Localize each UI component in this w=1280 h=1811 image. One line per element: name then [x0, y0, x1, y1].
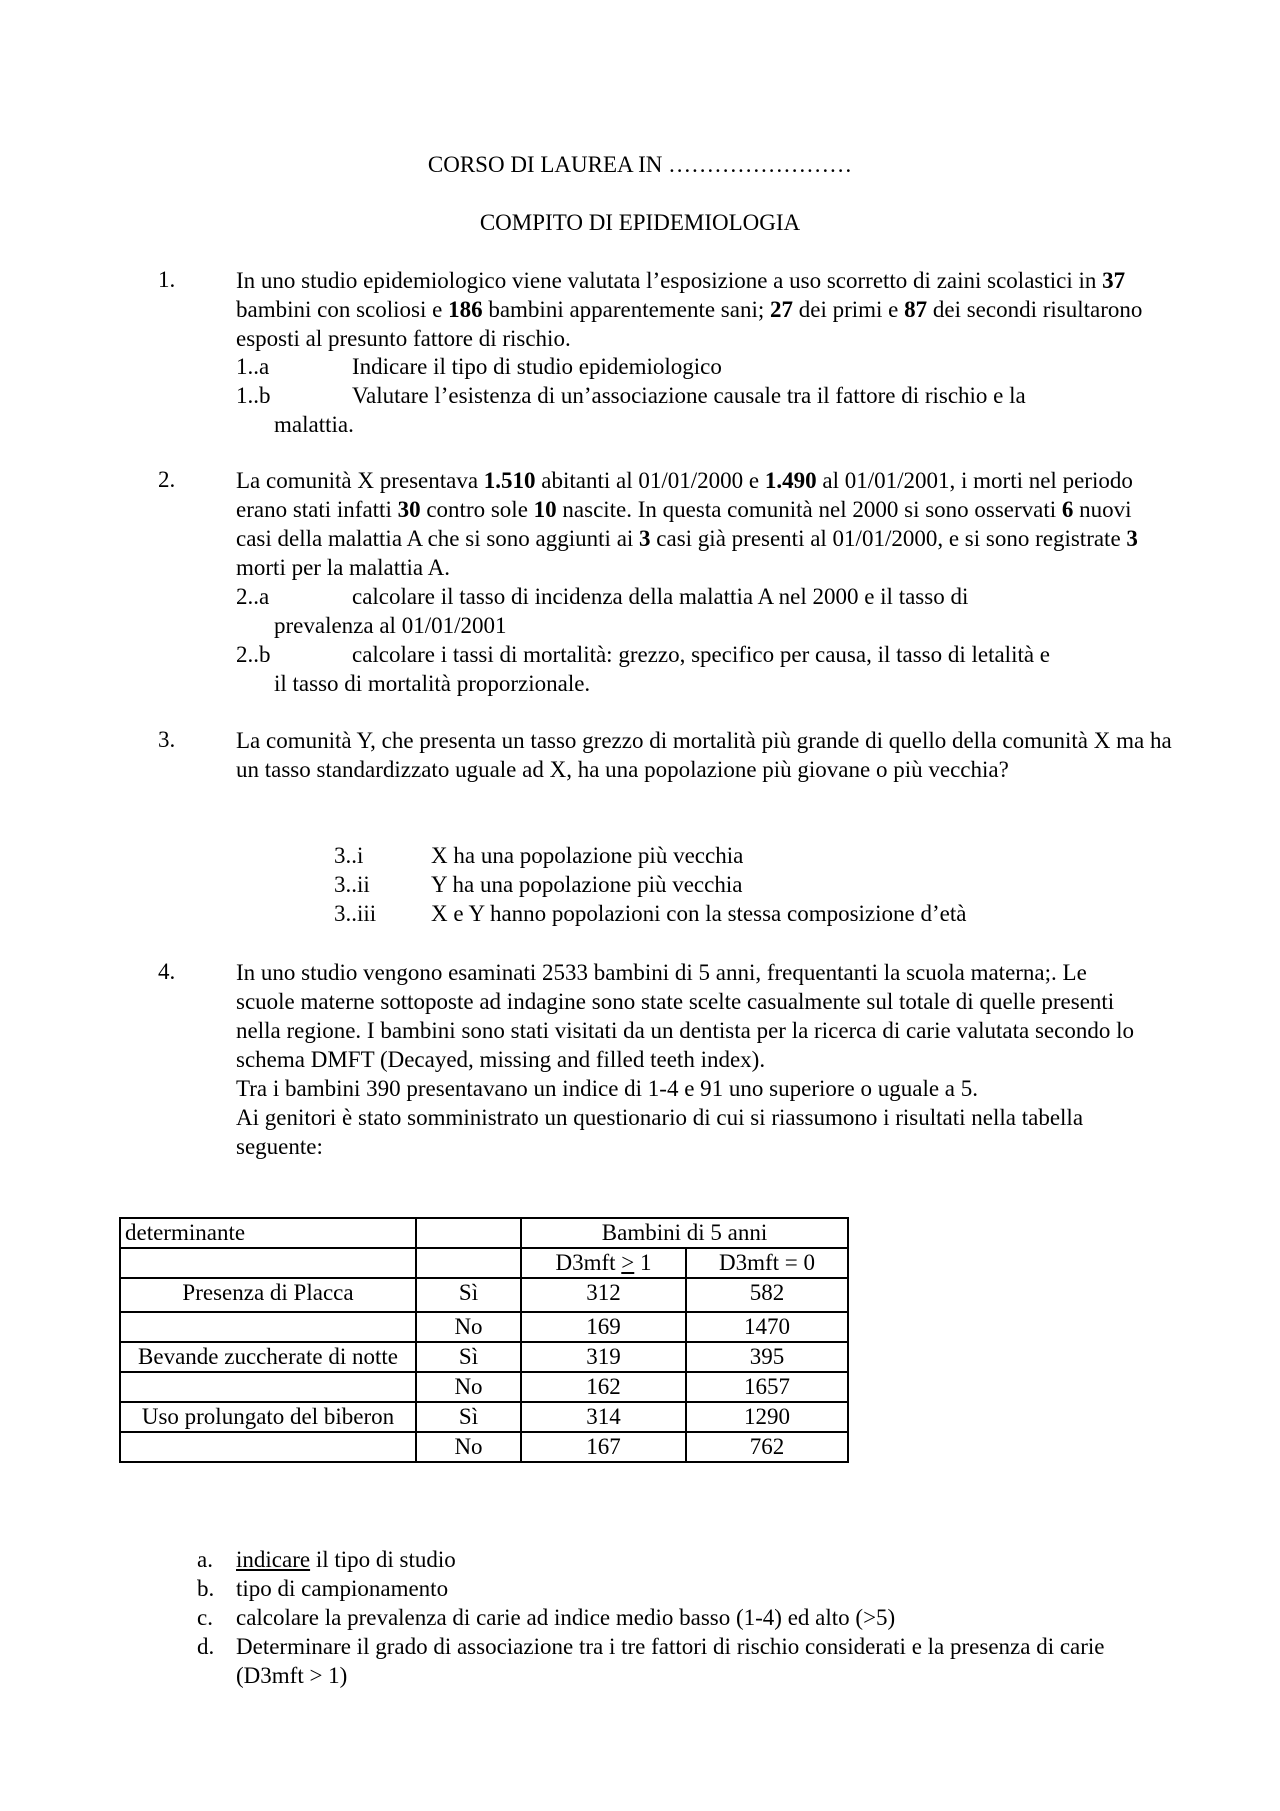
factor-cell: Uso prolungato del biberon	[120, 1402, 416, 1432]
level-cell: Sì	[416, 1402, 521, 1432]
level-cell: No	[416, 1312, 521, 1342]
table-row	[120, 1432, 848, 1462]
factor-cell	[120, 1312, 416, 1342]
question-4-paragraph-3: Ai genitori è stato somministrato un questionario di cui si riassumono i risultati nella tabella seguente:	[236, 1105, 1084, 1159]
subheader-empty-1	[120, 1248, 416, 1278]
level-cell: Sì	[416, 1342, 521, 1372]
results-table	[119, 1217, 849, 1463]
question-1b-continuation: malattia.	[274, 412, 354, 437]
value-cell: 1290	[686, 1402, 848, 1432]
header-empty	[416, 1218, 521, 1248]
header-group: Bambini di 5 anni	[521, 1218, 848, 1248]
option-3iii-text: X e Y hanno popolazioni con la stessa composizione d’età	[431, 901, 967, 926]
option-3ii-text: Y ha una popolazione più vecchia	[431, 872, 743, 897]
question-1a-text: Indicare il tipo di studio epidemiologico	[352, 354, 722, 379]
question-1b-label: 1..b	[236, 383, 271, 408]
option-3i-label: 3..i	[334, 843, 364, 868]
question-2a-text: calcolare il tasso di incidenza della malattia A nel 2000 e il tasso di	[352, 584, 969, 609]
level-cell: No	[416, 1432, 521, 1462]
option-3ii-label: 3..ii	[334, 872, 370, 897]
level-cell: Sì	[416, 1278, 521, 1312]
question-1b-text: Valutare l’esistenza di un’associazione causale tra il fattore di rischio e la	[352, 383, 1026, 408]
value-cell: 319	[521, 1342, 686, 1372]
question-4-text	[236, 958, 1136, 1161]
table-subheader-row	[120, 1248, 848, 1278]
question-2-text: La comunità X presentava 1.510 abitanti al 01/01/2000 e 1.490 al 01/01/2001, i morti nel periodo erano stati infatti 30 contro sole 10 nascite. In questa comunità nel 2000 si sono osservati 6 nuovi casi della malattia A che si sono aggiunti ai 3 casi già presenti al 01/01/2000, e si sono registrate 3 morti per la malattia A.	[236, 468, 1138, 580]
question-4-number: 4.	[158, 959, 176, 984]
option-3iii-label: 3..iii	[334, 901, 377, 926]
subheader-empty-2	[416, 1248, 521, 1278]
question-4-paragraph-2: Tra i bambini 390 presentavano un indice di 1-4 e 91 uno superiore o uguale a 5.	[236, 1076, 979, 1101]
question-2b-continuation: il tasso di mortalità proporzionale.	[274, 671, 591, 696]
value-cell: 312	[521, 1278, 686, 1312]
task-d-text: Determinare il grado di associazione tra i tre fattori di rischio considerati e la presenza di carie (D3mft > 1)	[236, 1634, 1105, 1688]
task-a-text: indicare il tipo di studio	[236, 1547, 456, 1572]
table-header-row	[120, 1218, 848, 1248]
question-3-number: 3.	[158, 727, 176, 752]
table-row	[120, 1312, 848, 1342]
table-row	[120, 1278, 848, 1312]
header-d3mft-ge-1: D3mft > 1	[521, 1248, 686, 1278]
task-c-label: c.	[197, 1605, 213, 1630]
table-row	[120, 1402, 848, 1432]
course-title: CORSO DI LAUREA IN ……………………	[427, 152, 853, 177]
task-a-label: a.	[197, 1547, 213, 1572]
task-b-text: tipo di campionamento	[236, 1576, 449, 1601]
question-2b-label: 2..b	[236, 642, 271, 667]
task-c-text: calcolare la prevalenza di carie ad indice medio basso (1-4) ed alto (>5)	[236, 1605, 896, 1630]
header-d3mft-0: D3mft = 0	[686, 1248, 848, 1278]
question-4-paragraph-1: In uno studio vengono esaminati 2533 bambini di 5 anni, frequentanti la scuola materna;. Le scuole materne sottoposte ad indagine sono state scelte casualmente sul totale di quelle presenti nella regione. I bambini sono stati visitati da un dentista per la ricerca di carie valutata secondo lo schema DMFT (Decayed, missing and filled teeth index).	[236, 960, 1134, 1072]
value-cell: 314	[521, 1402, 686, 1432]
question-1-number: 1.	[158, 267, 176, 292]
factor-cell: Presenza di Placca	[120, 1278, 416, 1312]
value-cell: 167	[521, 1432, 686, 1462]
value-cell: 169	[521, 1312, 686, 1342]
question-1a-label: 1..a	[236, 354, 270, 379]
factor-cell	[120, 1372, 416, 1402]
factor-cell: Bevande zuccherate di notte	[120, 1342, 416, 1372]
table-row	[120, 1372, 848, 1402]
level-cell: No	[416, 1372, 521, 1402]
value-cell: 762	[686, 1432, 848, 1462]
question-2-number: 2.	[158, 467, 176, 492]
task-b-label: b.	[197, 1576, 215, 1601]
value-cell: 162	[521, 1372, 686, 1402]
question-2a-label: 2..a	[236, 584, 270, 609]
question-2b-text: calcolare i tassi di mortalità: grezzo, specifico per causa, il tasso di letalità e	[352, 642, 1051, 667]
question-1-text: In uno studio epidemiologico viene valutata l’esposizione a uso scorretto di zaini scolastici in 37 bambini con scoliosi e 186 bambini apparentemente sani; 27 dei primi e 87 dei secondi risultarono esposti al presunto fattore di rischio.	[236, 268, 1143, 351]
question-3-text: La comunità Y, che presenta un tasso grezzo di mortalità più grande di quello della comunità X ma ha un tasso standardizzato uguale ad X, ha una popolazione più giovane o più vecchia?	[236, 728, 1172, 782]
table-row	[120, 1342, 848, 1372]
value-cell: 1470	[686, 1312, 848, 1342]
value-cell: 395	[686, 1342, 848, 1372]
header-determinante: determinante	[120, 1218, 416, 1248]
factor-cell	[120, 1432, 416, 1462]
exam-title: COMPITO DI EPIDEMIOLOGIA	[479, 210, 801, 235]
task-d-label: d.	[197, 1634, 215, 1659]
value-cell: 582	[686, 1278, 848, 1312]
value-cell: 1657	[686, 1372, 848, 1402]
option-3i-text: X ha una popolazione più vecchia	[431, 843, 744, 868]
question-2a-continuation: prevalenza al 01/01/2001	[274, 613, 507, 638]
